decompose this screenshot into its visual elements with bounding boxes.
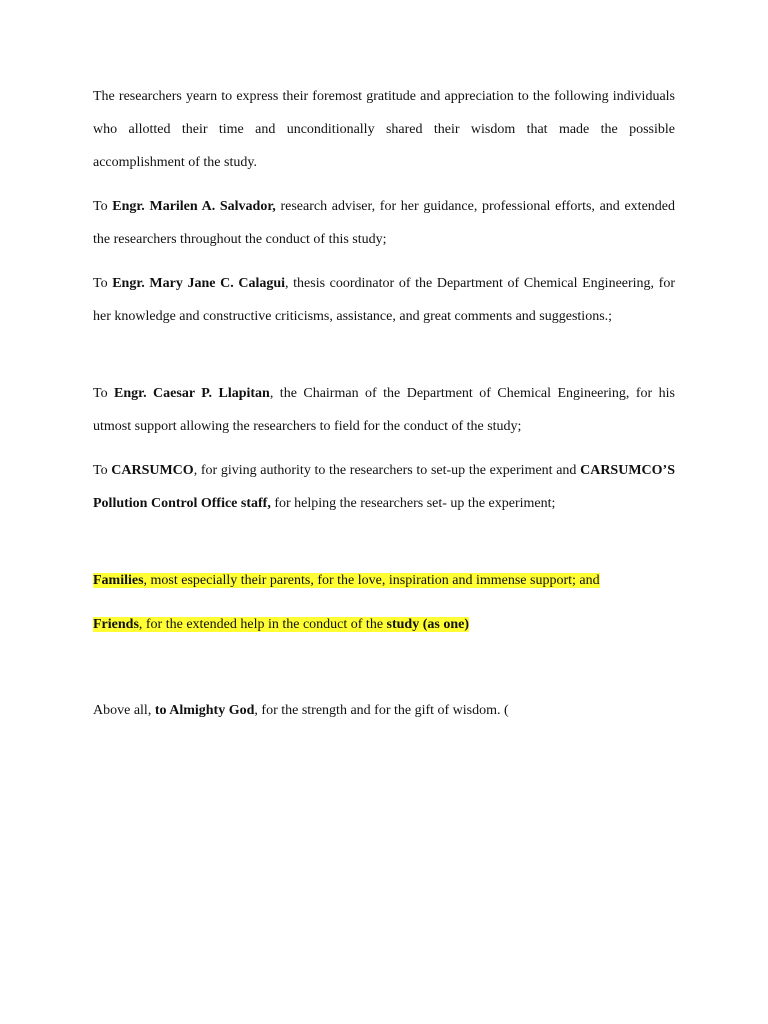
friends-tail: study (as one) bbox=[386, 617, 469, 632]
acknowledgment-families bbox=[93, 564, 675, 597]
carsumco-prefix: To bbox=[93, 463, 112, 478]
llapitan-name: Engr. Caesar P. Llapitan bbox=[114, 386, 270, 401]
acknowledgment-llapitan bbox=[93, 377, 675, 443]
salvador-prefix: To bbox=[93, 199, 113, 214]
friends-text: , for the extended help in the conduct of the bbox=[138, 617, 387, 632]
god-name: to Almighty God bbox=[154, 703, 255, 718]
families-name: Families bbox=[93, 573, 144, 588]
llapitan-prefix: To bbox=[93, 386, 115, 401]
llapitan-text: , the Chairman of the Department of Chemical Engineering, for his utmost support allowing the researchers to field for the conduct of the study; bbox=[93, 386, 676, 434]
salvador-name: Engr. Marilen A. Salvador, bbox=[112, 199, 276, 214]
acknowledgment-friends bbox=[93, 608, 675, 641]
salvador-text: research adviser, for her guidance, professional efforts, and extended the researchers throughout the conduct of this study; bbox=[93, 199, 675, 247]
acknowledgment-carsumco bbox=[93, 454, 675, 520]
god-text: , for the strength and for the gift of wisdom. ( bbox=[254, 703, 509, 718]
acknowledgment-calagui bbox=[93, 267, 675, 333]
intro-text: The researchers yearn to express their foremost gratitude and appreciation to the following individuals who allotted their time and unconditionally shared their wisdom that made the possible accomplishment of the study. bbox=[93, 89, 675, 170]
calagui-prefix: To bbox=[93, 276, 113, 291]
friends-name: Friends bbox=[93, 617, 139, 632]
carsumco-text-2: for helping the researchers set- up the experiment; bbox=[270, 496, 556, 511]
god-prefix: Above all, bbox=[93, 703, 155, 718]
carsumco-text-1: , for giving authority to the researchers to set-up the experiment and bbox=[193, 463, 581, 478]
friends-highlight bbox=[93, 617, 469, 632]
intro-paragraph bbox=[93, 80, 675, 179]
carsumco-name: CARSUMCO bbox=[111, 463, 194, 478]
calagui-text: , thesis coordinator of the Department of Chemical Engineering, for her knowledge and constructive criticisms, assistance, and great comments and suggestions.; bbox=[93, 276, 676, 324]
calagui-name: Engr. Mary Jane C. Calagui bbox=[112, 276, 286, 291]
acknowledgment-god bbox=[93, 694, 675, 727]
carsumco-staff: CARSUMCO’S Pollution Control Office staff, bbox=[93, 463, 675, 511]
families-text: , most especially their parents, for the love, inspiration and immense support; and bbox=[143, 573, 600, 588]
acknowledgment-salvador bbox=[93, 190, 675, 256]
families-highlight bbox=[93, 573, 600, 588]
